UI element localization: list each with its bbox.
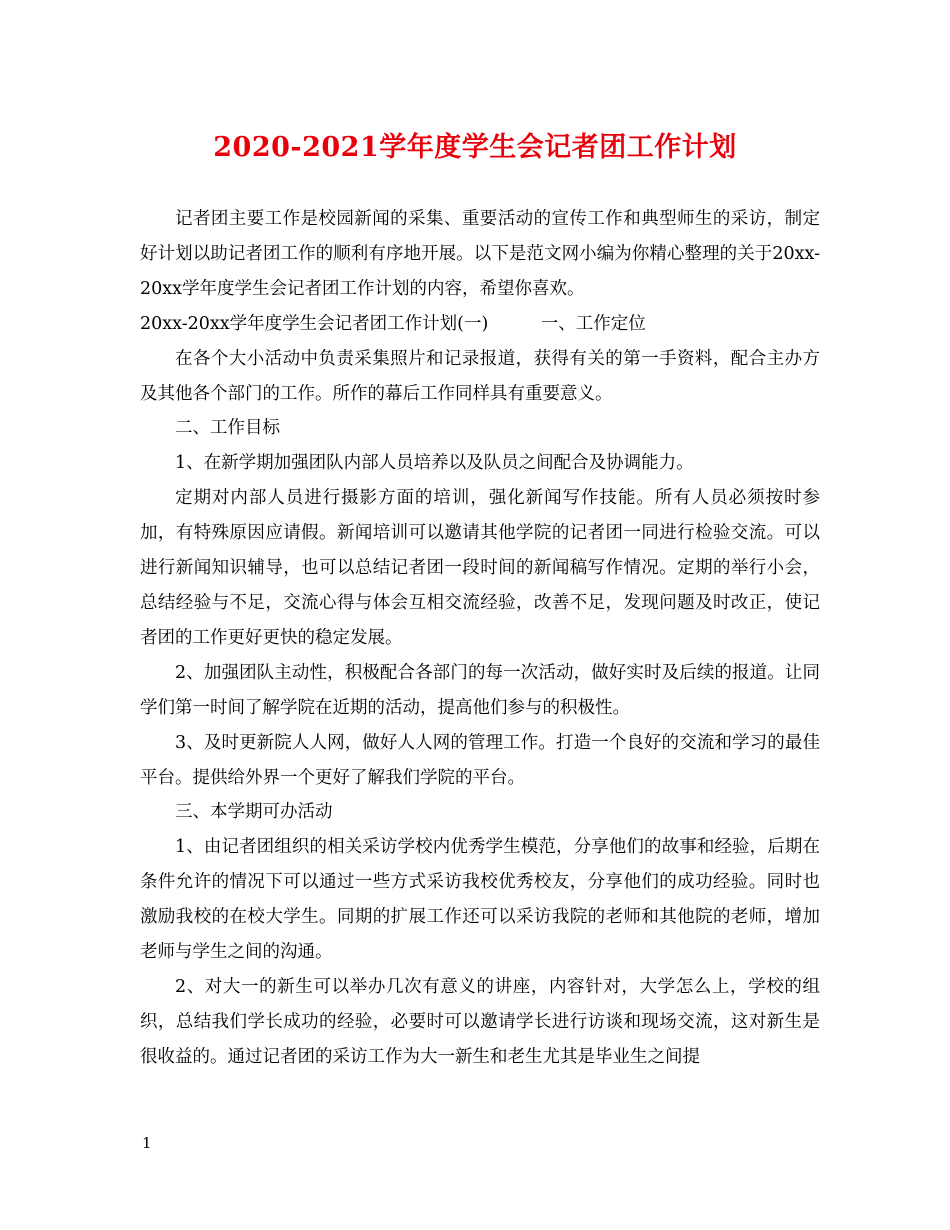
- paragraph-positioning: 在各个大小活动中负责采集照片和记录报道，获得有关的第一手资料，配合主办方及其他各个部门的工作。所作的幕后工作同样具有重要意义。: [140, 348, 820, 404]
- paragraph-plan-heading: 20xx-20xx学年度学生会记者团工作计划(一) 一、工作定位: [140, 313, 646, 334]
- paragraph-activity-2: 2、对大一的新生可以举办几次有意义的讲座，内容针对，大学怎么上，学校的组织，总结我们学长成功的经验，必要时可以邀请学长进行访谈和现场交流，这对新生是很收益的。通过记者团的采访工作为大一新生和老生尤其是毕业生之间提: [140, 976, 820, 1067]
- paragraph-goal-3: 3、及时更新院人人网，做好人人网的管理工作。打造一个良好的交流和学习的最佳平台。提供给外界一个更好了解我们学院的平台。: [140, 732, 820, 788]
- paragraph-training: 定期对内部人员进行摄影方面的培训，强化新闻写作技能。所有人员必须按时参加，有特殊原因应请假。新闻培训可以邀请其他学院的记者团一同进行检验交流。可以进行新闻知识辅导，也可以总结记者团一段时间的新闻稿写作情况。定期的举行小会，总结经验与不足，交流心得与体会互相交流经验，改善不足，发现问题及时改正，使记者团的工作更好更快的稳定发展。: [140, 488, 820, 648]
- document-title: 2020-2021学年度学生会记者团工作计划: [213, 132, 737, 163]
- paragraph-activity-1: 1、由记者团组织的相关采访学校内优秀学生模范，分享他们的故事和经验，后期在条件允许的情况下可以通过一些方式采访我校优秀校友，分享他们的成功经验。同时也激励我校的在校大学生。同期的扩展工作还可以采访我院的老师和其他院的老师，增加老师与学生之间的沟通。: [140, 837, 820, 963]
- paragraph-intro: 记者团主要工作是校园新闻的采集、重要活动的宣传工作和典型师生的采访，制定好计划以助记者团工作的顺利有序地开展。以下是范文网小编为你精心整理的关于20xx-20xx学年度学生会记者团工作计划的内容，希望你喜欢。: [140, 209, 820, 299]
- paragraph-goal-1: 1、在新学期加强团队内部人员培养以及队员之间配合及协调能力。: [175, 453, 694, 474]
- section-heading-activities: 三、本学期可办活动: [175, 802, 333, 823]
- document-body: [140, 202, 820, 1075]
- section-heading-goals: 二、工作目标: [175, 418, 280, 439]
- page-number: 1: [142, 1134, 152, 1152]
- paragraph-goal-2: 2、加强团队主动性，积极配合各部门的每一次活动，做好实时及后续的报道。让同学们第一时间了解学院在近期的活动，提高他们参与的积极性。: [140, 662, 820, 718]
